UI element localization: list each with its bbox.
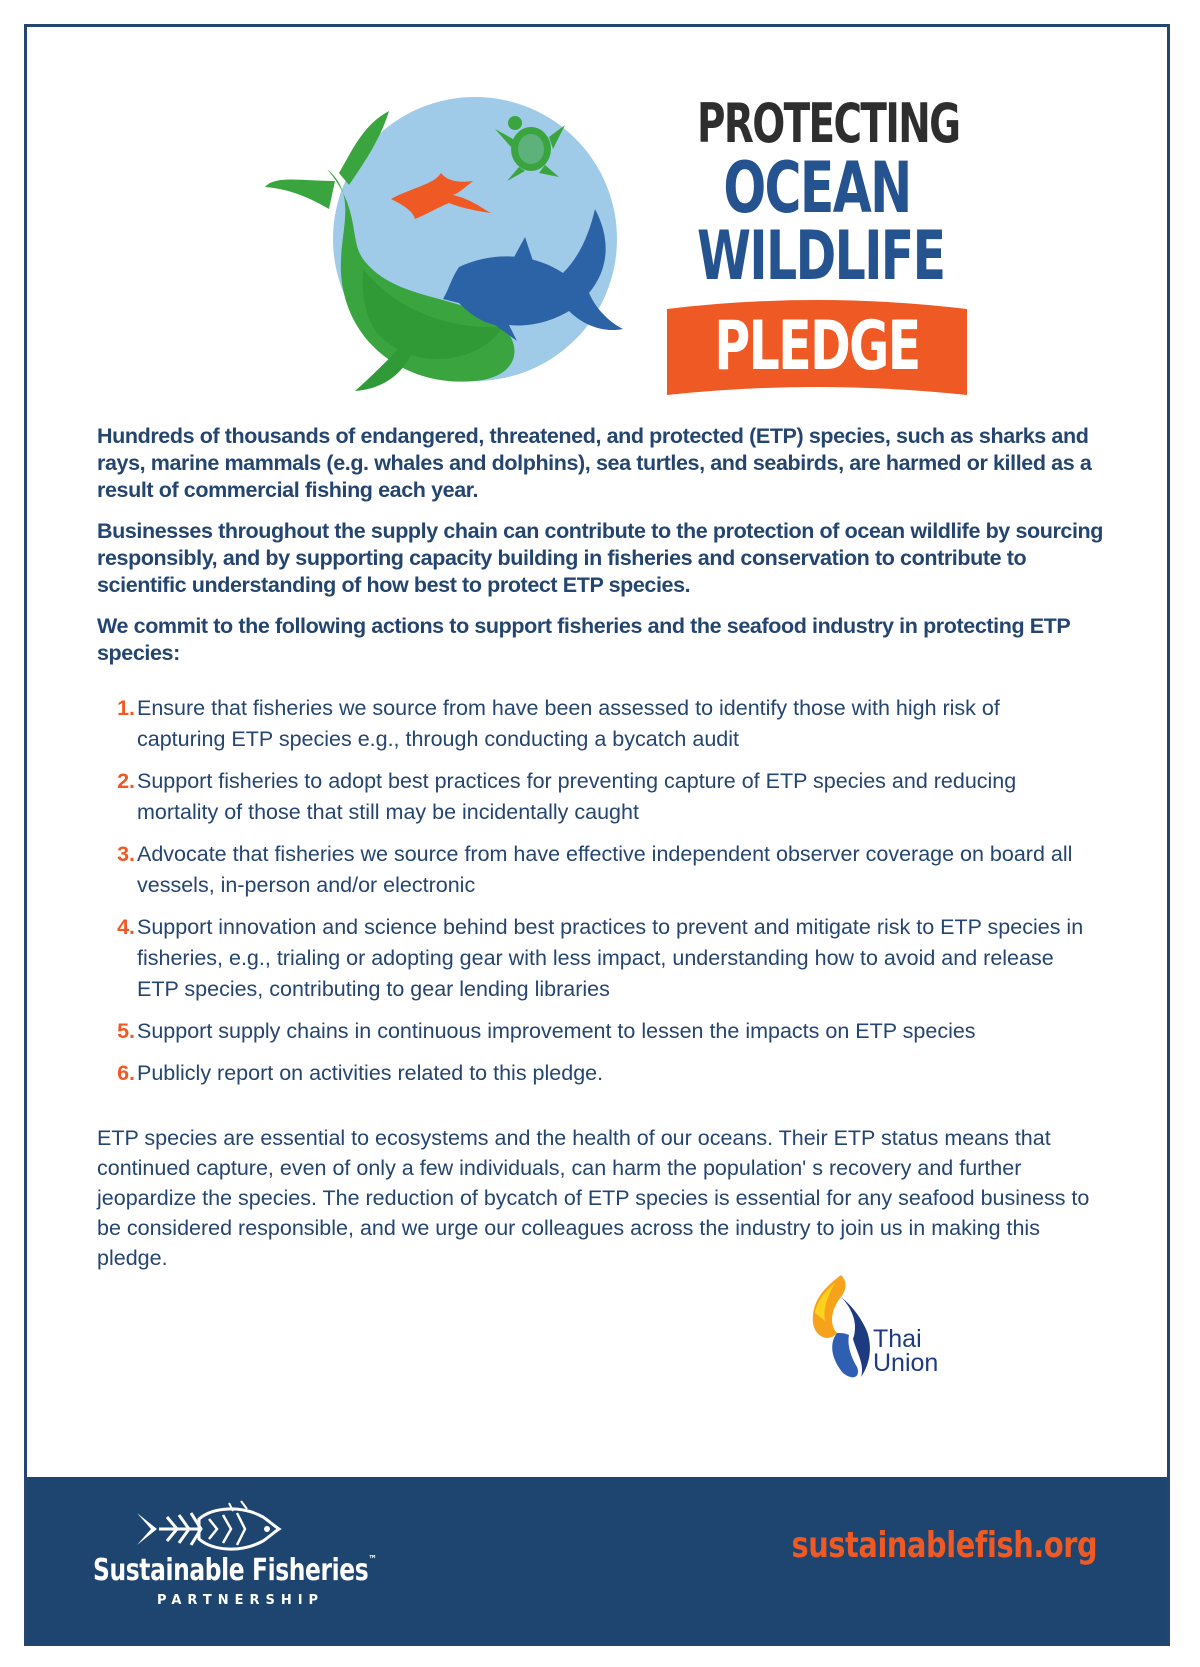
- list-item: [97, 1058, 1107, 1089]
- list-item: [97, 839, 1107, 901]
- list-item-number: 5.: [117, 1019, 135, 1043]
- thai-union-line1: Thai: [873, 1325, 922, 1353]
- sfp-name: [93, 1553, 377, 1588]
- pledge-title: [667, 92, 967, 386]
- list-item: [97, 1016, 1107, 1047]
- list-item-number: 1.: [117, 696, 135, 720]
- list-item-number: 2.: [117, 769, 135, 793]
- intro-paragraph-2: Businesses throughout the supply chain can contribute to the protection of ocean wildlife by sourcing responsibly, and by supporting capacity building in fisheries and conservation to contribute to scientific understanding of how best to protect ETP species.: [97, 519, 1104, 597]
- intro-paragraph-3: We commit to the following actions to support fisheries and the seafood industry in protecting ETP species:: [97, 614, 1070, 665]
- list-item: [97, 766, 1107, 828]
- list-item-number: 3.: [117, 842, 135, 866]
- thai-union-line2: Union: [873, 1349, 939, 1377]
- list-item-text: Ensure that fisheries we source from have been assessed to identify those with high risk of capturing ETP species e.g., through conducting a bycatch audit: [137, 696, 1000, 751]
- title-protecting: PROTECTING: [697, 92, 960, 155]
- website-link[interactable]: sustainablefish.org: [791, 1525, 1097, 1566]
- thai-union-wordmark: [873, 1327, 938, 1375]
- pledge-banner: [667, 297, 967, 401]
- title-wildlife: WILDLIFE: [697, 217, 945, 296]
- list-item-text: Support fisheries to adopt best practices for preventing capture of ETP species and reducing mortality of those that still may be incidentally caught: [137, 769, 1017, 824]
- pledge-document: [24, 24, 1170, 1646]
- list-item: [97, 912, 1107, 1005]
- intro-paragraph-1: Hundreds of thousands of endangered, threatened, and protected (ETP) species, such as sharks and rays, marine mammals (e.g. whales and dolphins), sea turtles, and seabirds, are harmed or killed as a result of commercial fishing each year.: [97, 424, 1092, 502]
- closing-paragraph: ETP species are essential to ecosystems and the health of our oceans. Their ETP status means that continued capture, even of only a few individuals, can harm the population' s recovery and further jeopardize the species. The reduction of bycatch of ETP species is essential for any seafood business to be considered responsible, and we urge our colleagues across the industry to join us in making this pledge.: [97, 1126, 1090, 1270]
- thai-union-logo: [807, 1273, 967, 1383]
- list-item-text: Support supply chains in continuous improvement to lessen the impacts on ETP species: [137, 1019, 976, 1043]
- footer: [27, 1477, 1167, 1643]
- sfp-trademark: ™: [368, 1553, 377, 1566]
- list-item-text: Advocate that fisheries we source from have effective independent observer coverage on board all vessels, in-person and/or electronic: [137, 842, 1073, 897]
- list-item-number: 4.: [117, 915, 135, 939]
- title-pledge: PLEDGE: [714, 307, 920, 386]
- ocean-wildlife-globe-icon: [263, 89, 683, 419]
- title-ocean: OCEAN: [723, 147, 911, 229]
- commitment-list: [97, 693, 1107, 1089]
- list-item-number: 6.: [117, 1061, 135, 1085]
- sfp-name-text: Sustainable Fisheries: [93, 1553, 369, 1588]
- sfp-subtitle: PARTNERSHIP: [157, 1593, 325, 1608]
- list-item-text: Support innovation and science behind best practices to prevent and mitigate risk to ETP species in fisheries, e.g., trialing or adopting gear with less impact, understanding how to avoid and release ETP species, contributing to gear lending libraries: [137, 915, 1084, 1001]
- list-item: [97, 693, 1107, 755]
- pledge-body: [97, 423, 1107, 1295]
- list-item-text: Publicly report on activities related to this pledge.: [137, 1061, 604, 1085]
- thai-union-flame-icon: [807, 1273, 877, 1383]
